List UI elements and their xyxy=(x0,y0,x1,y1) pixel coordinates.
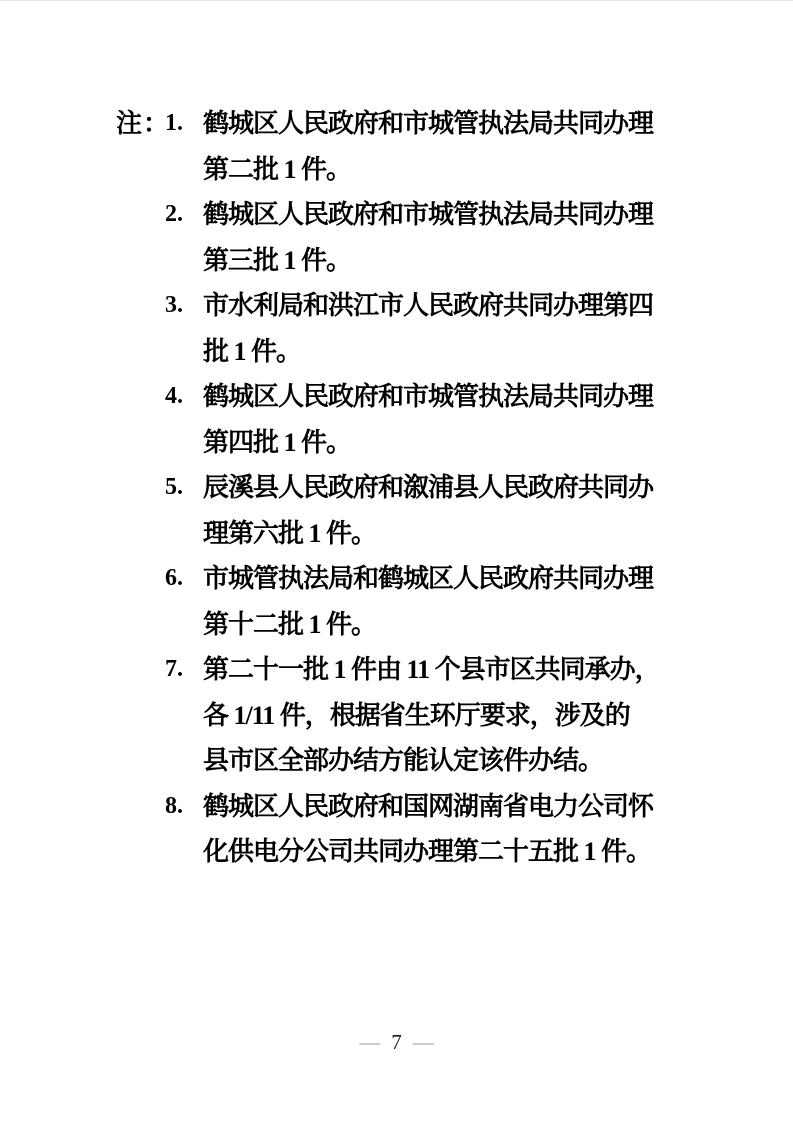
note-item xyxy=(165,556,793,647)
note-item-line: 鹤城区人民政府和市城管执法局共同办理 xyxy=(203,382,654,411)
footer-dash-right: — xyxy=(412,1030,434,1054)
note-item-number: 5. xyxy=(165,474,183,500)
note-item-text xyxy=(203,647,673,784)
note-item-number: 7. xyxy=(165,656,183,682)
note-item-line: 第三批 1 件。 xyxy=(203,245,352,275)
note-item xyxy=(165,374,793,465)
note-item-line: 辰溪县人民政府和溆浦县人民政府共同办 xyxy=(203,473,654,502)
note-item-line: 第十二批 1 件。 xyxy=(203,609,377,639)
note-item-number: 6. xyxy=(165,565,183,591)
notes-block xyxy=(0,101,793,875)
note-item-number: 3. xyxy=(165,292,183,318)
note-item-line: 市水利局和洪江市人民政府共同办理第四 xyxy=(203,291,654,320)
note-item-number: 2. xyxy=(165,201,183,227)
note-item-text xyxy=(203,784,673,875)
note-item-line: 市城管执法局和鹤城区人民政府共同办理 xyxy=(203,564,654,593)
note-item-text xyxy=(203,101,673,192)
note-item-line: 化供电分公司共同办理第二十五批 1 件。 xyxy=(203,837,652,866)
note-item-line: 理第六批 1 件。 xyxy=(203,518,377,548)
note-item-line: 批 1 件。 xyxy=(203,336,302,366)
note-item xyxy=(165,465,793,556)
note-item-line: 各 1/11 件，根据省生环厅要求，涉及的 xyxy=(203,700,630,730)
note-list xyxy=(0,101,793,875)
note-item-line: 第二批 1 件。 xyxy=(203,154,352,184)
footer-dash-left: — xyxy=(359,1030,381,1054)
note-item-text xyxy=(203,374,673,465)
note-item xyxy=(165,101,793,192)
note-item-line: 县市区全部办结方能认定该件办结。 xyxy=(203,746,604,775)
note-item-line: 第二十一批 1 件由 11 个县市区共同承办， xyxy=(203,655,660,684)
note-item-line: 鹤城区人民政府和市城管执法局共同办理 xyxy=(203,109,654,138)
note-item xyxy=(165,192,793,283)
page-footer xyxy=(0,1029,793,1055)
note-item xyxy=(165,647,793,784)
note-item-text xyxy=(203,283,673,374)
note-item-line: 第四批 1 件。 xyxy=(203,427,352,457)
page-number: 7 xyxy=(391,1030,402,1054)
note-item-number: 1. xyxy=(165,110,183,136)
note-item xyxy=(165,784,793,875)
note-label: 注： xyxy=(116,109,171,138)
note-item-text xyxy=(203,192,673,283)
note-item-text xyxy=(203,465,673,556)
note-item xyxy=(165,283,793,374)
note-item-line: 鹤城区人民政府和市城管执法局共同办理 xyxy=(203,200,654,229)
note-item-line: 鹤城区人民政府和国网湖南省电力公司怀 xyxy=(203,791,654,821)
note-item-number: 8. xyxy=(165,792,183,819)
note-item-text xyxy=(203,556,673,647)
note-item-number: 4. xyxy=(165,383,183,409)
